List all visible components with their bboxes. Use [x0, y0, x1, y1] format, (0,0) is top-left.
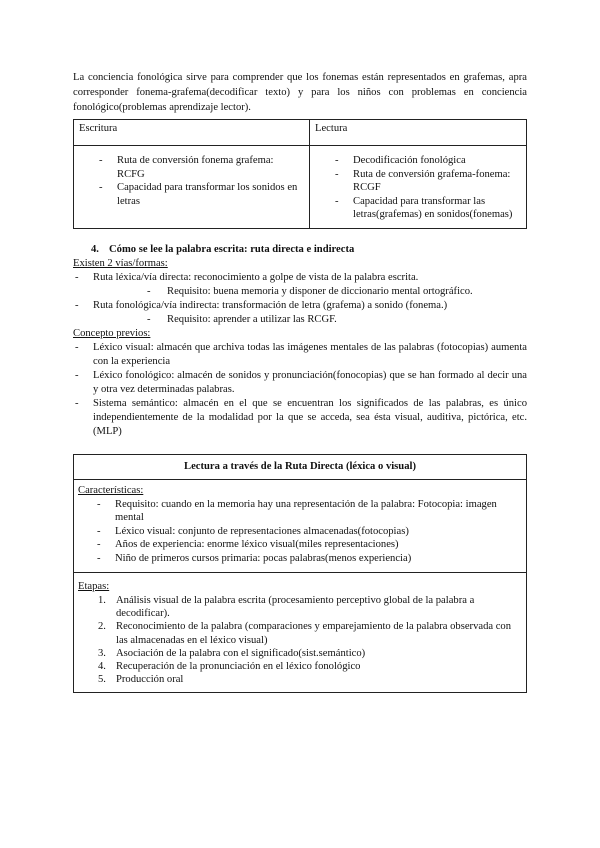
list-item: - Léxico visual: almacén que archiva todas las imágenes mentales de las palabras (fotocopias) aumenta con la experiencia — [73, 341, 527, 369]
vias-list — [73, 271, 527, 327]
etapas-list — [78, 594, 522, 686]
item-number: 2. — [98, 621, 106, 633]
document-page — [73, 70, 527, 693]
item-number: 3. — [98, 647, 106, 659]
list-item — [78, 647, 522, 660]
escritura-cell — [74, 146, 310, 229]
etapa-text: Reconocimiento de la palabra (comparaciones y emparejamiento de la palabra observada con las almacenadas en el léxico visual) — [116, 621, 512, 646]
sub-list-item: - Requisito: buena memoria y disponer de diccionario mental ortográfico. — [143, 285, 527, 299]
etapa-text: Producción oral — [116, 674, 184, 686]
ruta-directa-title: Lectura a través de la Ruta Directa (léxica o visual) — [74, 454, 527, 479]
etapa-text: Asociación de la palabra con el significado(sist.semántico) — [116, 647, 366, 659]
conceptos-list — [73, 341, 527, 439]
lectura-cell — [310, 146, 527, 229]
list-item: - Léxico visual: conjunto de representaciones almacenadas(fotocopias) — [95, 525, 522, 539]
ruta-directa-content — [74, 479, 527, 693]
list-item: - Sistema semántico: almacén en el que se encuentran los significados de las palabras, es único independientemente de la modalidad por la que se acceda, sea ésta visual, auditiva, pictórica, etc. (MLP) — [73, 397, 527, 439]
escritura-lectura-table — [73, 119, 527, 229]
ruta-directa-table — [73, 454, 527, 694]
etapa-text: Análisis visual de la palabra escrita (procesamiento perceptivo global de la palabra a decodificar). — [116, 595, 475, 620]
intro-paragraph: La conciencia fonológica sirve para comprender que los fonemas están representados en grafemas, apra corresponder fonema-grafema(decodificar texto) y para los niños con problemas en conciencia fonológico(problemas aprendizaje lector). — [73, 72, 527, 113]
list-item — [73, 271, 527, 299]
list-item: - Años de experiencia: enorme léxico visual(miles representaciones) — [95, 538, 522, 552]
list-item — [78, 620, 522, 646]
section-heading — [73, 243, 527, 257]
item-number: 4. — [98, 661, 106, 673]
list-item — [78, 594, 522, 620]
via-text: Ruta fonológica/vía indirecta: transformación de letra (grafema) a sonido (fonema.) — [93, 299, 448, 311]
list-item: - Léxico fonológico: almacén de sonidos y pronunciación(fonocopias) que se han formado al decir una y otra vez determinadas palabras. — [73, 369, 527, 397]
conceptos-label: Concepto previos: — [73, 327, 151, 339]
divider — [74, 572, 526, 580]
escritura-header: Escritura — [74, 120, 310, 146]
list-item: - Capacidad para transformar las letras(grafemas) en sonidos(fonemas) — [333, 195, 520, 222]
via-text: Ruta léxica/vía directa: reconocimiento a golpe de vista de la palabra escrita. — [93, 271, 419, 283]
section-number: 4. — [91, 243, 99, 255]
list-item: - Niño de primeros cursos primaria: pocas palabras(menos experiencia) — [95, 552, 522, 566]
item-number: 5. — [98, 674, 106, 686]
section-title: Cómo se lee la palabra escrita: ruta directa e indirecta — [109, 243, 355, 255]
etapas-label: Etapas: — [78, 581, 110, 592]
list-item — [78, 660, 522, 673]
list-item: - Requisito: cuando en la memoria hay una representación de la palabra: Fotocopia: imagen mental — [95, 498, 522, 525]
list-item: - Capacidad para transformar los sonidos en letras — [97, 181, 303, 208]
sub-list-item: - Requisito: aprender a utilizar las RCGF. — [143, 313, 527, 327]
list-item — [73, 299, 527, 327]
caracteristicas-label: Características: — [78, 484, 144, 496]
etapa-text: Recuperación de la pronunciación en el léxico fonológico — [116, 661, 361, 673]
vias-label: Existen 2 vías/formas: — [73, 257, 168, 269]
list-item: - Decodificación fonológica — [333, 154, 520, 168]
list-item: - Ruta de conversión fonema grafema: RCFG — [97, 154, 303, 181]
caracteristicas-list — [78, 498, 522, 566]
list-item: - Ruta de conversión grafema-fonema: RCGF — [333, 168, 520, 195]
lectura-header: Lectura — [310, 120, 527, 146]
list-item — [78, 673, 522, 686]
item-number: 1. — [98, 595, 106, 606]
